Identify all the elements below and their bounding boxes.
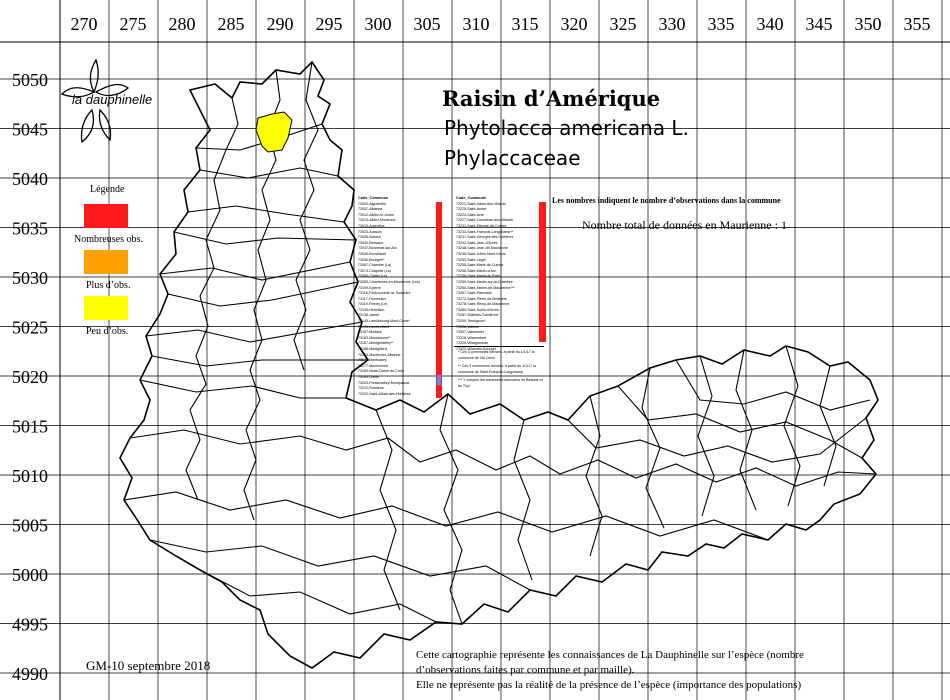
- table-row: 73242-Saint-Jean-d'Arves: [456, 240, 498, 245]
- y-grid-label: 5045: [12, 119, 48, 140]
- legend-swatch-few: [84, 296, 128, 320]
- y-grid-labels: [12, 70, 48, 684]
- table-row: 73248-Saint-Jean-de-Maurienne: [456, 246, 508, 251]
- footer-line-1: Cette cartographie représente les connaissances de La Dauphinelle sur l’espèce (nombre: [416, 649, 804, 661]
- x-grid-label: 310: [462, 14, 490, 34]
- legend-swatch-more: [84, 250, 128, 274]
- y-grid-label: 5050: [12, 70, 48, 90]
- legend-label-more: Plus d’obs.: [86, 280, 131, 291]
- table-row: 73220-Saint-Alban-des-Hurtières: [358, 391, 411, 396]
- table-row: 73260-Saint-Michel-de-Maurienne***: [456, 285, 515, 290]
- x-grid-labels: [71, 14, 931, 34]
- y-grid-label: 5015: [12, 416, 48, 437]
- table-row: 73026-Avrieux: [358, 235, 382, 240]
- table-row: 73280-Saint-Sorlin-d'Arves: [456, 307, 499, 312]
- table-row: 73049-Bonvillaret: [358, 251, 386, 256]
- table-header: Code_Commune: [358, 196, 389, 200]
- table-row: 73290-Termignon*: [456, 319, 486, 324]
- table-row: 73287-Sollières-Sardières*: [456, 313, 499, 318]
- x-grid-label: 355: [903, 14, 931, 34]
- table-row: 73225-Saint-André: [456, 207, 487, 212]
- y-grid-label: 5025: [12, 317, 48, 338]
- table-row: 73259-Saint-Martin-sur-la-Chambre: [456, 279, 513, 284]
- table-row: 73117-Fourneaux: [358, 296, 387, 301]
- x-grid-label: 280: [168, 14, 196, 34]
- table-row: 73168-Montgilbert: [358, 347, 387, 352]
- table-row: 73258-Saint-Martin-la-Porte: [456, 274, 501, 279]
- y-grid-label: 5030: [12, 268, 48, 288]
- footer-line-2: d’observations faites par commune et par maille).: [416, 664, 635, 676]
- table-row: 73080-Châtel (Le): [358, 274, 387, 279]
- table-row: 73189-Notre-Dame-du-Cruet: [358, 369, 404, 374]
- table-header-2: Code_Commune: [456, 196, 487, 200]
- table-row: 73116-Fontcouverte-la-Toussuire: [358, 291, 411, 296]
- table-row: 73146-Lanslevillard*: [358, 324, 391, 329]
- x-grid-label: 340: [756, 14, 784, 34]
- table-row: 73221-Saint-Alban-des-Villards: [456, 201, 506, 206]
- commune-table-col2: [456, 196, 538, 353]
- table-row: 73272-Saint-Pierre-de-Belleville: [456, 296, 507, 301]
- table-row: 73040-Bessans: [358, 240, 383, 245]
- table-row: 73056-Bourget**: [358, 257, 385, 262]
- table-row: 73119-Freney (Le): [358, 302, 388, 307]
- table-row: 73177-Montvernier: [358, 363, 389, 368]
- species-family: Phylaccaceae: [444, 146, 581, 170]
- table-row: 73233-Saint-François-Longchamp**: [456, 229, 514, 234]
- table-row: 73203-Pontamafrey-Montpascal: [358, 380, 410, 385]
- y-grid-label: 4995: [12, 614, 48, 635]
- y-grid-label: 4990: [12, 664, 48, 684]
- x-grid-label: 285: [217, 14, 245, 34]
- y-grid-label: 5010: [12, 466, 48, 486]
- table-row: 73012-Albiez-le-Jeune: [358, 212, 394, 217]
- table-row: 73320-Villargondran: [456, 341, 489, 346]
- table-row: 73083-Chavannes-en-Maurienne (Les): [358, 279, 420, 284]
- table-row: 73013-Albiez-Montrond: [358, 218, 396, 223]
- table-row: 73231-Saint-Etienne-de-Cuines: [456, 223, 507, 228]
- legend-title: Légende: [90, 184, 125, 195]
- table-row: 73278-Saint-Rémy-de-Maurienne: [456, 302, 510, 307]
- observed-count-cell: [437, 375, 441, 385]
- count-bar-col1: [436, 202, 442, 398]
- x-grid-label: 300: [364, 14, 392, 34]
- y-grid-label: 5005: [12, 515, 48, 536]
- table-row: 73323-Villarodin-Bourget: [456, 347, 496, 352]
- table-row: 73194-Orelle: [358, 375, 379, 379]
- table-row: 73023-Aussois: [358, 229, 382, 234]
- table-row: 73306-Valloire: [456, 324, 479, 329]
- table-row: 73307-Valmeinier: [456, 330, 484, 335]
- legend-label-few: Peu d’obs.: [86, 326, 129, 337]
- x-grid-label: 335: [707, 14, 735, 34]
- table-row: 73175-Montsapey: [358, 358, 387, 363]
- commune-table-col1: [358, 196, 438, 397]
- table-row: 73163-Montaimont**: [358, 335, 391, 340]
- x-grid-label: 325: [609, 14, 637, 34]
- table-row: 73318-Villarembert: [456, 335, 487, 340]
- table-notes: [458, 350, 544, 393]
- table-row: 73224-Saint-Avre: [456, 212, 484, 217]
- x-grid-label: 270: [70, 14, 98, 34]
- table-row: 73255-Saint-Marie-de-Cuines: [456, 263, 504, 268]
- table-row: 73237-Saint-Georges-des-Hurtières: [456, 235, 514, 240]
- legend-label-many: Nombreuses obs.: [74, 234, 143, 245]
- y-grid-label: 5020: [12, 367, 48, 387]
- legend-swatch-many: [84, 204, 128, 228]
- count-bar-col2: [539, 202, 546, 342]
- x-grid-label: 290: [266, 14, 294, 34]
- table-row: 73007-Albanne: [358, 207, 383, 212]
- footer-description: [416, 648, 836, 693]
- total-count: Nombre total de données en Maurienne : 1: [582, 218, 787, 232]
- table-row: 73157-Modane: [358, 330, 383, 335]
- footer-line-3: Elle ne représente pas la réalité de la présence de l’espèce (importance des populations): [416, 679, 802, 691]
- species-common-name: Raisin d’Amérique: [442, 86, 661, 111]
- table-row: 73249-Saint-Julien-Mont-Denis: [456, 251, 506, 256]
- table-row: 73067-Chambre (La): [358, 263, 392, 268]
- x-grid-label: 295: [315, 14, 343, 34]
- footer-date: GM-10 septembre 2018: [86, 658, 211, 673]
- y-grid-label: 5000: [12, 565, 48, 585]
- table-note: ** Ces 3 communes forment, à partir du 1/1/17 la commune de Saint-François-Longchamp: [458, 364, 536, 374]
- table-row: 73047-Bonneval-sur-Arc: [358, 246, 397, 251]
- table-row: 73212-Randens: [358, 386, 384, 391]
- x-grid-label: 320: [560, 14, 588, 34]
- x-grid-label: 345: [805, 14, 833, 34]
- x-grid-label: 305: [413, 14, 441, 34]
- table-row: 73145-Lanslebourg-Mont-Cenis*: [358, 319, 410, 324]
- table-note: *** Y compris les communes associées de Beaune et du Thyl: [458, 378, 543, 388]
- table-row: 73074-Chapelle (La): [358, 268, 391, 273]
- table-row: 73267-Saint-Pancrace: [456, 291, 492, 296]
- y-grid-label: 5040: [12, 169, 48, 189]
- table-row: 73019-Argentine: [358, 223, 385, 228]
- table-row: 73173-Montricher-Albanne: [358, 352, 401, 357]
- table-row: 73167-Montgellafrey**: [358, 341, 394, 346]
- y-grid-label: 5035: [12, 218, 48, 239]
- x-grid-label: 315: [511, 14, 539, 34]
- species-latin-name: Phytolacca americana L.: [444, 116, 689, 140]
- table-row: 73227-Saint-Colomban-des-Villards: [456, 218, 513, 223]
- observed-commune: [256, 112, 292, 152]
- table-row: 73135-Hermillon: [358, 307, 385, 312]
- x-grid-label: 350: [854, 14, 882, 34]
- x-grid-label: 330: [658, 14, 686, 34]
- table-row: 73002-Aiguebelle: [358, 201, 386, 206]
- table-row: 73253-Saint-Léger: [456, 257, 486, 262]
- table-divider: [454, 346, 544, 347]
- table-row: 73138-Jarrier: [358, 313, 380, 318]
- x-grid-label: 275: [119, 14, 147, 34]
- table-note: * Ces 3 communes forment, à partir du 1/1/17 la commune de Val Cenis: [458, 350, 535, 360]
- observation-note: Les nombres indiquent le nombre d’observations dans la commune: [552, 196, 781, 205]
- table-row: 73109-Epierre: [358, 285, 381, 290]
- logo-text: la dauphinelle: [72, 92, 153, 107]
- table-row: 73256-Saint-Martin-d'Arc: [456, 268, 496, 273]
